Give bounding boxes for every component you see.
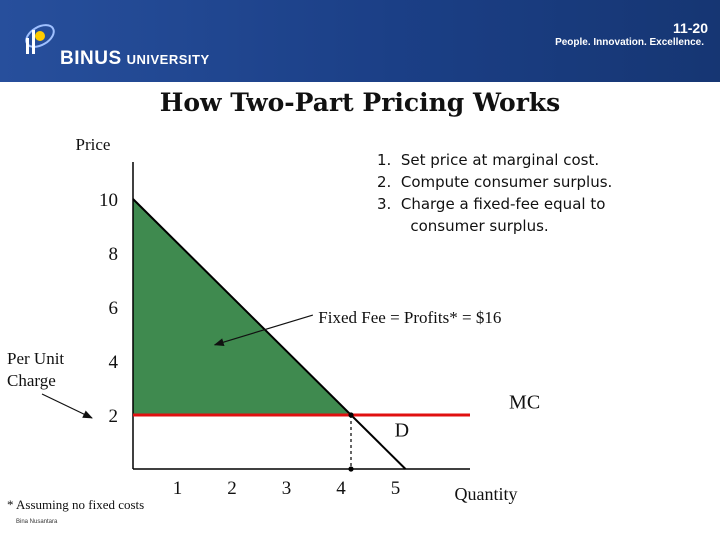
x-tick-label: 4 [336,478,346,499]
x-tick-label: 2 [227,478,237,499]
y-tick-label: 8 [108,244,118,265]
per-unit-label-line: Charge [7,371,56,390]
y-tick-label: 4 [108,352,118,373]
x-axis-label: Quantity [454,484,518,504]
footnote: * Assuming no fixed costs [7,497,145,512]
step-item: consumer surplus. [377,217,549,235]
brand-name: BINUS [60,48,122,69]
x-tick-label: 3 [281,478,292,499]
slide-number: 11-20 [672,20,708,36]
quantity-point [348,466,353,471]
author-credit: Bina Nusantara [16,519,58,525]
fixed-fee-label: Fixed Fee = Profits* = $16 [318,308,502,328]
step-item: 1. Set price at marginal cost. [377,151,600,169]
mc-label: MC [509,391,541,414]
y-tick-label: 6 [108,298,118,319]
per-unit-label-line: Per Unit [7,349,65,368]
y-tick-labels [99,190,119,427]
equilibrium-point [348,412,353,417]
page-title: How Two-Part Pricing Works [159,88,561,117]
x-tick-labels [173,478,401,499]
tagline: People. Innovation. Excellence. [555,37,704,48]
per-unit-arrow [42,394,92,418]
step-item: 2. Compute consumer surplus. [377,173,613,191]
y-axis-label: Price [75,135,111,154]
x-tick-label: 5 [390,478,401,499]
demand-label: D [394,419,410,442]
per-unit-label [7,349,68,390]
x-tick-label: 1 [172,478,183,499]
brand-suffix: UNIVERSITY [126,52,210,67]
y-tick-label: 2 [108,406,118,427]
step-item: 3. Charge a fixed-fee equal to [377,195,606,213]
y-tick-label: 10 [99,190,118,211]
